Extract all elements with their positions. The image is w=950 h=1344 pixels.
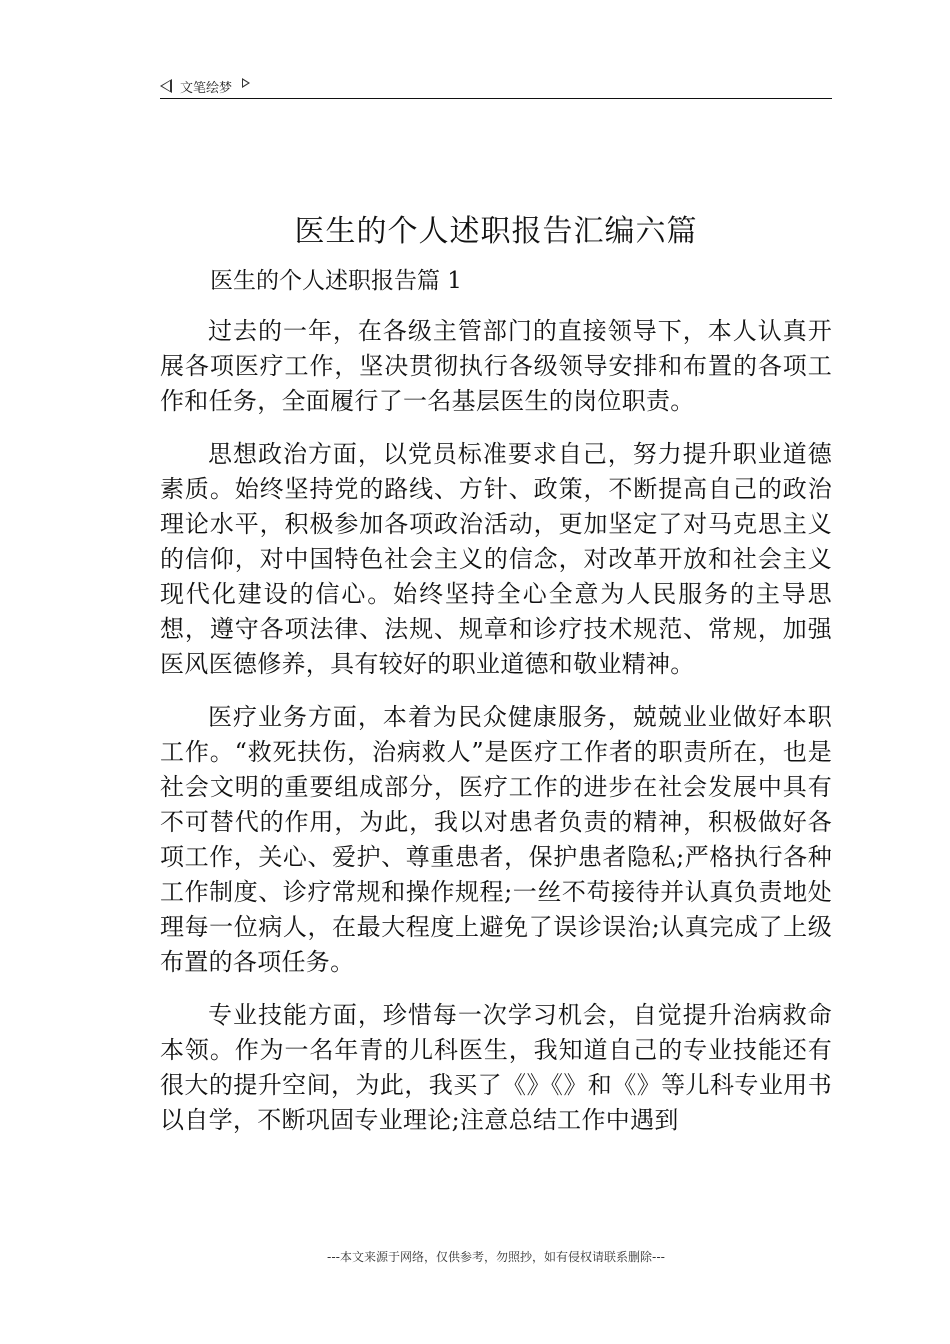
- header-divider: [160, 98, 832, 99]
- paragraph: 专业技能方面，珍惜每一次学习机会，自觉提升治病救命本领。作为一名年青的儿科医生，我知道自己的专业技能还有很大的提升空间，为此，我买了《》《》和《》等儿科专业用书以自学，不断巩固专业理论;注意总结工作中遇到: [160, 1001, 832, 1134]
- header-brand: 文笔绘梦: [180, 80, 233, 96]
- paragraph: 思想政治方面，以党员标准要求自己，努力提升职业道德素质。始终坚持党的路线、方针、政策，不断提高自己的政治理论水平，积极参加各项政治活动，更加坚定了对马克思主义的信仰，对中国特色社会主义的信念，对改革开放和社会主义现代化建设的信心。始终坚持全心全意为人民服务的主导思想，遵守各项法律、法规、规章和诊疗技术规范、常规，加强医风医德修养，具有较好的职业道德和敬业精神。: [160, 440, 832, 678]
- triangle-left-icon: [160, 79, 172, 93]
- paragraph: 医疗业务方面，本着为民众健康服务，兢兢业业做好本职工作。“救死扶伤，治病救人”是医疗工作者的职责所在，也是社会文明的重要组成部分，医疗工作的进步在社会发展中具有不可替代的作用，为此，我以对患者负责的精神，积极做好各项工作，关心、爱护、尊重患者，保护患者隐私;严格执行各种工作制度、诊疗常规和操作规程;一丝不苟接待并认真负责地处理每一位病人，在最大程度上避免了误诊误治;认真完成了上级布置的各项任务。: [160, 703, 832, 976]
- triangle-right-icon: [242, 78, 250, 88]
- document-subtitle: 医生的个人述职报告篇 1: [210, 268, 462, 294]
- document-body: [160, 314, 832, 1156]
- page-header: [160, 74, 832, 98]
- paragraph: 过去的一年，在各级主管部门的直接领导下，本人认真开展各项医疗工作，坚决贯彻执行各级领导安排和布置的各项工作和任务，全面履行了一名基层医生的岗位职责。: [160, 317, 832, 415]
- document-title: 医生的个人述职报告汇编六篇: [294, 214, 698, 249]
- footer-notice: ---本文来源于网络，仅供参考，勿照抄，如有侵权请联系删除---: [327, 1250, 665, 1264]
